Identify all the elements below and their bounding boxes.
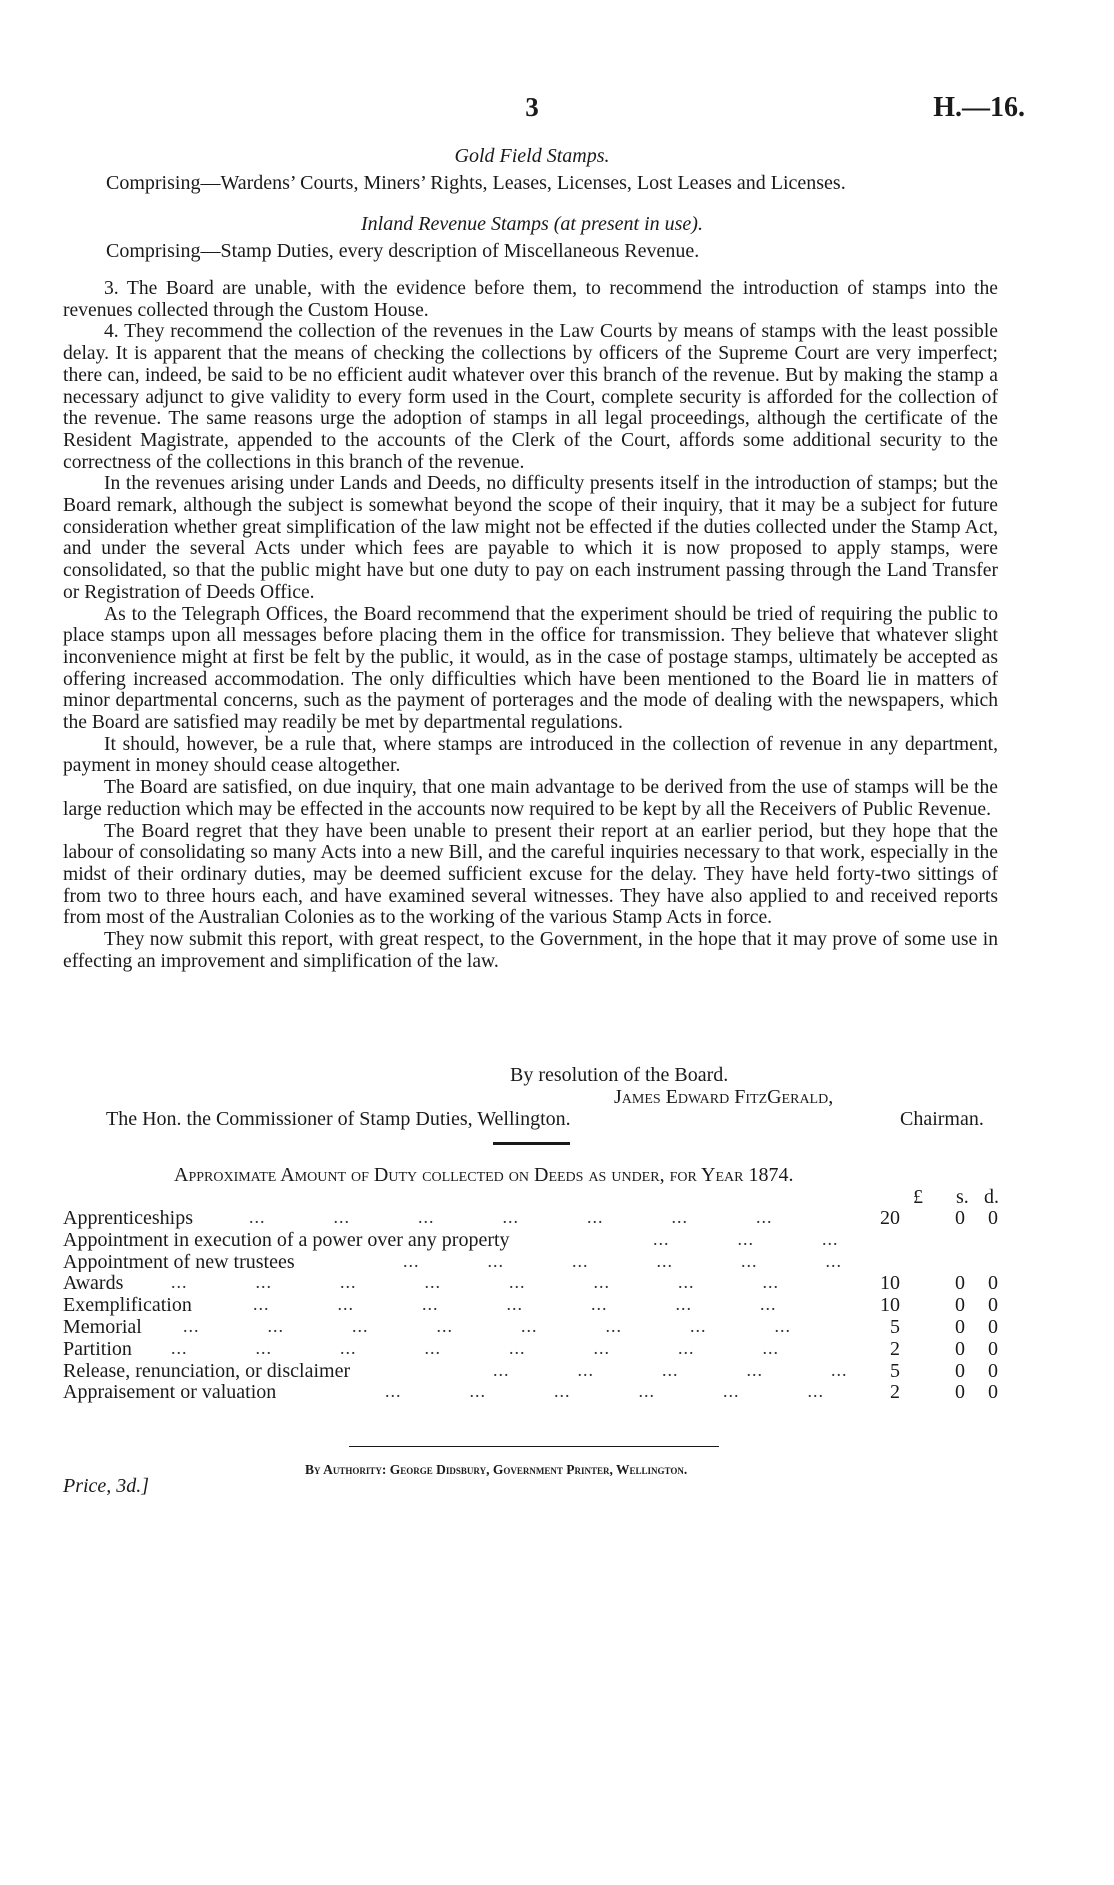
table-row bbox=[63, 1381, 1003, 1403]
row-label: Awards bbox=[63, 1272, 129, 1295]
row-pounds: 2 bbox=[890, 1337, 900, 1360]
signature-name: James Edward FitzGerald, bbox=[614, 1086, 834, 1108]
table-row bbox=[63, 1360, 1003, 1382]
paragraph: In the revenues arising under Lands and Deeds, no difficulty presents itself in the introduction of stamps; but the Board remark, although the subject is somewhat beyond the scope of their inquiry, that it may be a subject for future consideration whether great simplification of the law might not be effected if the duties collected under the Stamp Act, and under the several Acts under which fees are payable to which it is now proposed to apply stamps, were consolidated, so that the public might have but one duty to pay on each instrument passing through the Land Transfer or Registration of Deeds Office. bbox=[63, 473, 998, 603]
row-label: Appointment in execution of a power over any property bbox=[63, 1229, 516, 1252]
signature-resolution: By resolution of the Board. bbox=[510, 1064, 729, 1086]
row-label: Release, renunciation, or disclaimer bbox=[63, 1360, 356, 1383]
row-shillings: 0 bbox=[955, 1207, 965, 1229]
row-pounds: 10 bbox=[880, 1294, 900, 1317]
leader-dots: ... ... ... ... ... ... ... ... bbox=[183, 1316, 791, 1336]
leader-dots: ... ... ... ... ... ... ... bbox=[253, 1294, 777, 1315]
section-title-inland-revenue: Inland Revenue Stamps (at present in use). bbox=[361, 213, 703, 235]
row-pence: 0 bbox=[988, 1359, 998, 1382]
table-row bbox=[63, 1229, 1003, 1251]
printer-authority: By Authority: George Didsbury, Government Printer, Wellington. bbox=[305, 1462, 688, 1477]
section-comprising-inland-revenue: Comprising—Stamp Duties, every description of Miscellaneous Revenue. bbox=[106, 240, 700, 262]
row-label: Partition bbox=[63, 1338, 138, 1361]
leader-dots: ... ... ... ... ... ... bbox=[385, 1381, 824, 1402]
row-shillings: 0 bbox=[955, 1337, 965, 1360]
row-label: Appointment of new trustees bbox=[63, 1251, 301, 1274]
section-divider bbox=[493, 1142, 570, 1145]
leader-dots: ... ... ... ... ... ... ... bbox=[249, 1207, 773, 1227]
row-label: Apprenticeships bbox=[63, 1207, 199, 1230]
row-shillings: 0 bbox=[955, 1272, 965, 1295]
leader-dots: ... ... ... bbox=[653, 1228, 839, 1249]
row-pence: 0 bbox=[988, 1316, 998, 1338]
leader-dots: ... ... ... ... ... ... bbox=[403, 1250, 842, 1271]
row-pounds: 20 bbox=[880, 1207, 900, 1229]
leader-dots: ... ... ... ... ... ... ... ... bbox=[171, 1337, 779, 1358]
document-reference: H.—16. bbox=[933, 92, 1025, 123]
row-label: Exemplification bbox=[63, 1294, 198, 1317]
section-title-gold-field: Gold Field Stamps. bbox=[454, 145, 610, 167]
row-shillings: 0 bbox=[955, 1381, 965, 1404]
table-row bbox=[63, 1207, 1003, 1229]
currency-header-pence: d. bbox=[984, 1186, 999, 1208]
table-row bbox=[63, 1294, 1003, 1316]
row-pounds: 5 bbox=[890, 1359, 900, 1382]
section-comprising-gold-field: Comprising—Wardens’ Courts, Miners’ Rights, Leases, Licenses, Lost Leases and Licenses. bbox=[106, 172, 846, 194]
paragraph: 4. They recommend the collection of the revenues in the Law Courts by means of stamps with the least possible delay. It is apparent that the means of checking the collections by officers of the Supreme Court are very imperfect; there can, indeed, be said to be no efficient audit whatever over this branch of the revenue. But by making the stamp a necessary adjunct to give validity to every form used in the Court, complete security is afforded for the collection of the revenue. The same reasons urge the adoption of stamps in all legal proceedings, although the certificate of the Resident Magistrate, appended to the accounts of the Clerk of the Court, affords some additional security to the correctness of the collections in this branch of the revenue. bbox=[63, 321, 998, 473]
signature-addressee: The Hon. the Commissioner of Stamp Duties, Wellington. bbox=[106, 1108, 571, 1130]
paragraph: 3. The Board are unable, with the evidence before them, to recommend the introduction of stamps into the revenues collected through the Custom House. bbox=[63, 278, 998, 321]
row-shillings: 0 bbox=[955, 1294, 965, 1317]
signature-role: Chairman. bbox=[900, 1108, 984, 1130]
row-pence: 0 bbox=[988, 1272, 998, 1295]
table-title: Approximate Amount of Duty collected on Deeds as under, for Year 1874. bbox=[174, 1164, 794, 1186]
row-pence: 0 bbox=[988, 1337, 998, 1360]
table-row bbox=[63, 1272, 1003, 1294]
report-body bbox=[63, 278, 998, 973]
currency-header-pounds: £ bbox=[913, 1186, 923, 1208]
leader-dots: ... ... ... ... ... ... ... ... bbox=[171, 1272, 779, 1293]
paragraph: As to the Telegraph Offices, the Board recommend that the experiment should be tried of requiring the public to place stamps upon all messages before placing them in the office for transmission. They believe that whatever slight inconvenience might at first be felt by the public, it would, as in the case of postage stamps, ultimately be accepted as offering increased accommodation. The only difficulties which have been mentioned to the Board lie in matters of minor departmental concerns, such as the payment of porterages and the mode of dealing with the newspapers, which the Board are satisfied may readily be met by departmental regulations. bbox=[63, 603, 998, 734]
row-label: Memorial bbox=[63, 1316, 148, 1339]
row-pounds: 10 bbox=[880, 1272, 900, 1295]
footer-rule bbox=[349, 1446, 719, 1447]
leader-dots: ... ... ... ... ... bbox=[493, 1359, 848, 1380]
row-pounds: 2 bbox=[890, 1381, 900, 1404]
row-pounds: 5 bbox=[890, 1316, 900, 1338]
table-row bbox=[63, 1251, 1003, 1273]
row-pence: 0 bbox=[988, 1207, 998, 1229]
row-label: Appraisement or valuation bbox=[63, 1381, 282, 1404]
row-shillings: 0 bbox=[955, 1316, 965, 1338]
page-number: 3 bbox=[525, 92, 539, 122]
paragraph: It should, however, be a rule that, where stamps are introduced in the collection of revenue in any department, payment in money should cease altogether. bbox=[63, 733, 998, 777]
currency-header-shillings: s. bbox=[956, 1186, 969, 1208]
row-pence: 0 bbox=[988, 1294, 998, 1317]
paragraph: The Board are satisfied, on due inquiry, that one main advantage to be derived from the use of stamps will be the large reduction which may be effected in the accounts now required to be kept by all the Receivers of Public Revenue. bbox=[63, 777, 998, 820]
row-pence: 0 bbox=[988, 1381, 998, 1404]
price: Price, 3d.] bbox=[63, 1475, 150, 1497]
table-row bbox=[63, 1316, 1003, 1338]
paragraph: The Board regret that they have been unable to present their report at an earlier period, but they hope that the labour of consolidating so many Acts into a new Bill, and the careful inquiries necessary to that work, especially in the midst of their ordinary duties, may be deemed sufficient excuse for the delay. They have held forty-two sittings of from two to three hours each, and have examined several witnesses. They have also applied to and received reports from most of the Australian Colonies as to the working of the various Stamp Acts in force. bbox=[63, 820, 998, 929]
row-shillings: 0 bbox=[955, 1359, 965, 1382]
table-row bbox=[63, 1338, 1003, 1360]
paragraph: They now submit this report, with great respect, to the Government, in the hope that it may prove of some use in effecting an improvement and simplification of the law. bbox=[63, 929, 998, 972]
